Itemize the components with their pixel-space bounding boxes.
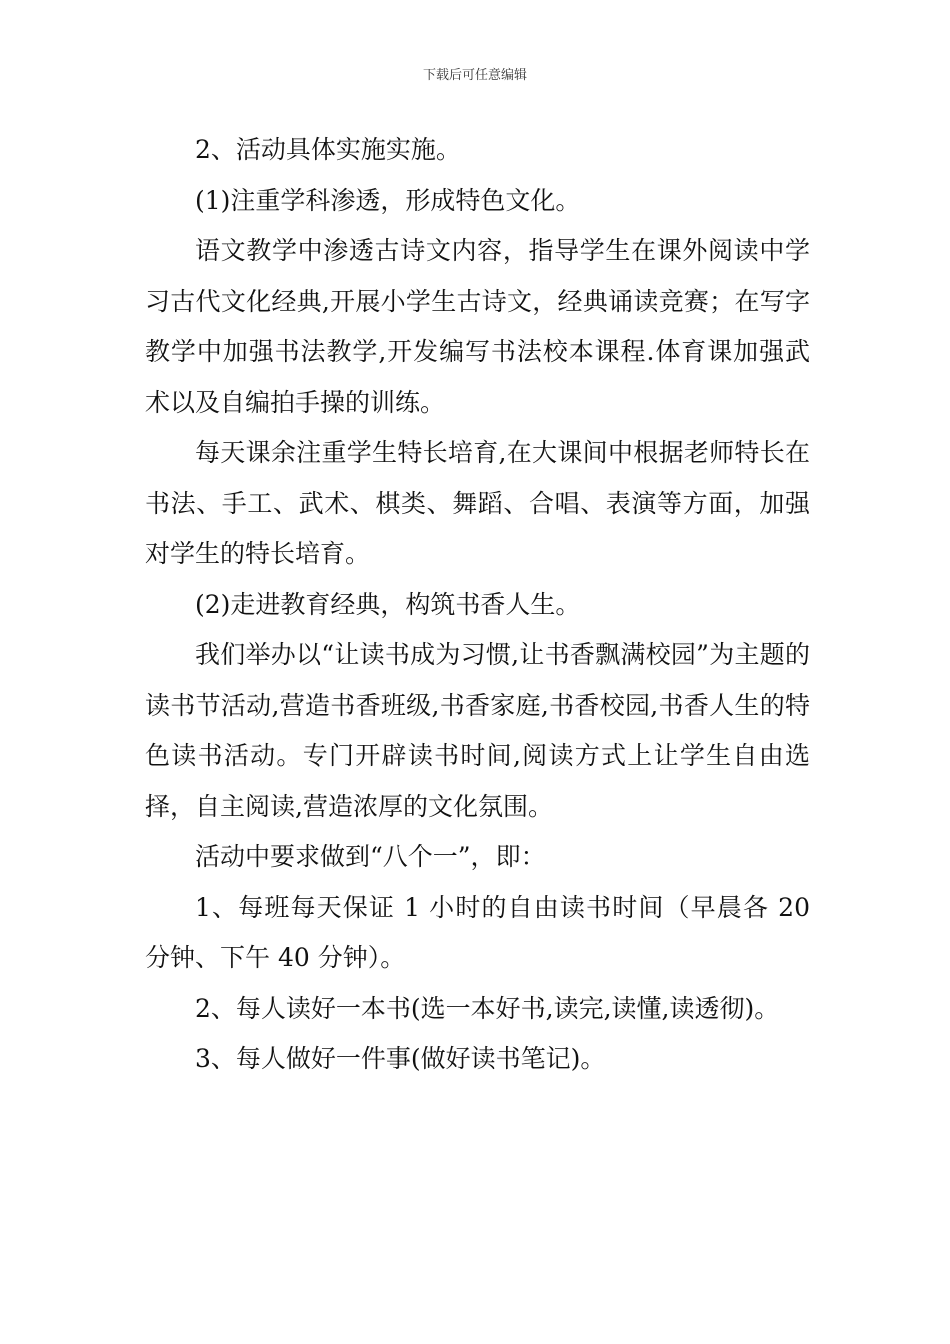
document-body [145, 125, 810, 1085]
paragraph-subsection-1-title: (1)注重学科渗透，形成特色文化。 [195, 185, 581, 215]
paragraph-reading-festival: 我们举办以“让读书成为习惯,让书香飘满校园”为主题的读书节活动,营造书香班级,书香家庭,书香校园,书香人生的特色读书活动。专门开辟读书时间,阅读方式上让学生自由选择，自主阅读,营造浓厚的文化氛围。 [145, 640, 810, 821]
list-item-2: 2、每人读好一本书(选一本好书,读完,读懂,读透彻)。 [195, 993, 780, 1023]
list-item-1: 1、每班每天保证 1 小时的自由读书时间（早晨各 20 分钟、下午 40 分钟）。 [145, 892, 810, 972]
paragraph-subsection-2-title: (2)走进教育经典，构筑书香人生。 [195, 589, 581, 619]
paragraph-eight-ones-intro: 活动中要求做到“八个一”，即： [195, 842, 546, 871]
paragraph-section-2-title: 2、活动具体实施实施。 [195, 135, 461, 164]
paragraph-chinese-teaching: 语文教学中渗透古诗文内容，指导学生在课外阅读中学习古代文化经典,开展小学生古诗文，经典诵读竞赛；在写字教学中加强书法教学,开发编写书法校本课程.体育课加强武术以及自编拍手操的训练。 [145, 236, 810, 417]
list-item-3: 3、每人做好一件事(做好读书笔记)。 [195, 1044, 606, 1073]
paragraph-talent-training: 每天课余注重学生特长培育,在大课间中根据老师特长在书法、手工、武术、棋类、舞蹈、合唱、表演等方面，加强对学生的特长培育。 [145, 438, 810, 568]
page-header-note: 下载后可任意编辑 [422, 68, 527, 83]
